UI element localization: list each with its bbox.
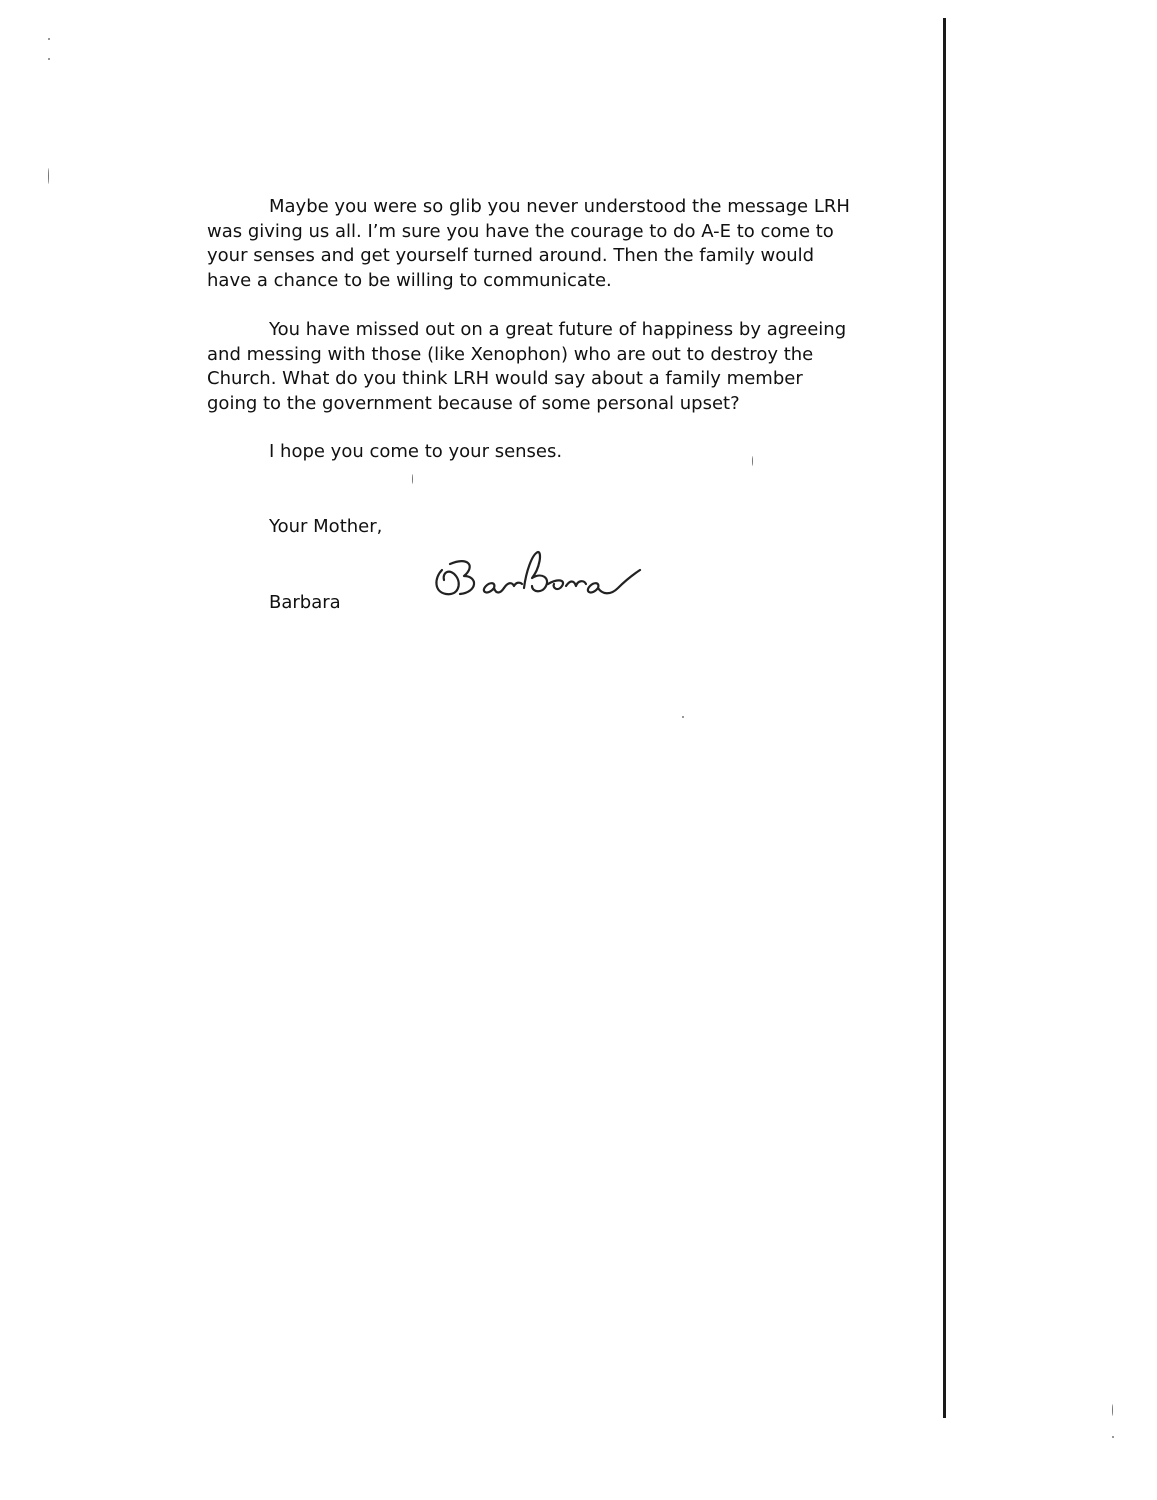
closing-line: I hope you come to your senses. (269, 441, 563, 462)
scan-speck (1112, 1436, 1114, 1438)
paragraph-2 (207, 318, 952, 416)
paragraph-1 (207, 195, 952, 293)
scan-speck (48, 168, 49, 184)
paragraph-line: and messing with those (like Xenophon) who are out to destroy the (207, 343, 814, 365)
salutation: Your Mother, (269, 516, 383, 537)
scan-speck (1112, 1404, 1113, 1416)
scan-speck (48, 58, 50, 60)
paragraph-line: You have missed out on a great future of happiness by agreeing (269, 319, 847, 340)
paragraph-line: Church. What do you think LRH would say about a family member (207, 368, 803, 389)
scan-speck (682, 716, 684, 718)
scan-speck (752, 456, 753, 466)
scan-speck (48, 38, 50, 40)
typed-name: Barbara (269, 592, 341, 613)
paragraph-line: Maybe you were so glib you never understood the message LRH (269, 196, 850, 217)
letter-body (207, 195, 952, 441)
scan-speck (412, 474, 413, 484)
paragraph-line: going to the government because of some personal upset? (207, 392, 740, 414)
paragraph-line: was giving us all. I’m sure you have the courage to do A-E to come to (207, 220, 834, 242)
handwritten-signature (428, 548, 653, 608)
paragraph-line: your senses and get yourself turned around. Then the family would (207, 245, 815, 266)
scan-edge-line (943, 18, 946, 1418)
paragraph-line: have a chance to be willing to communicate. (207, 269, 612, 291)
